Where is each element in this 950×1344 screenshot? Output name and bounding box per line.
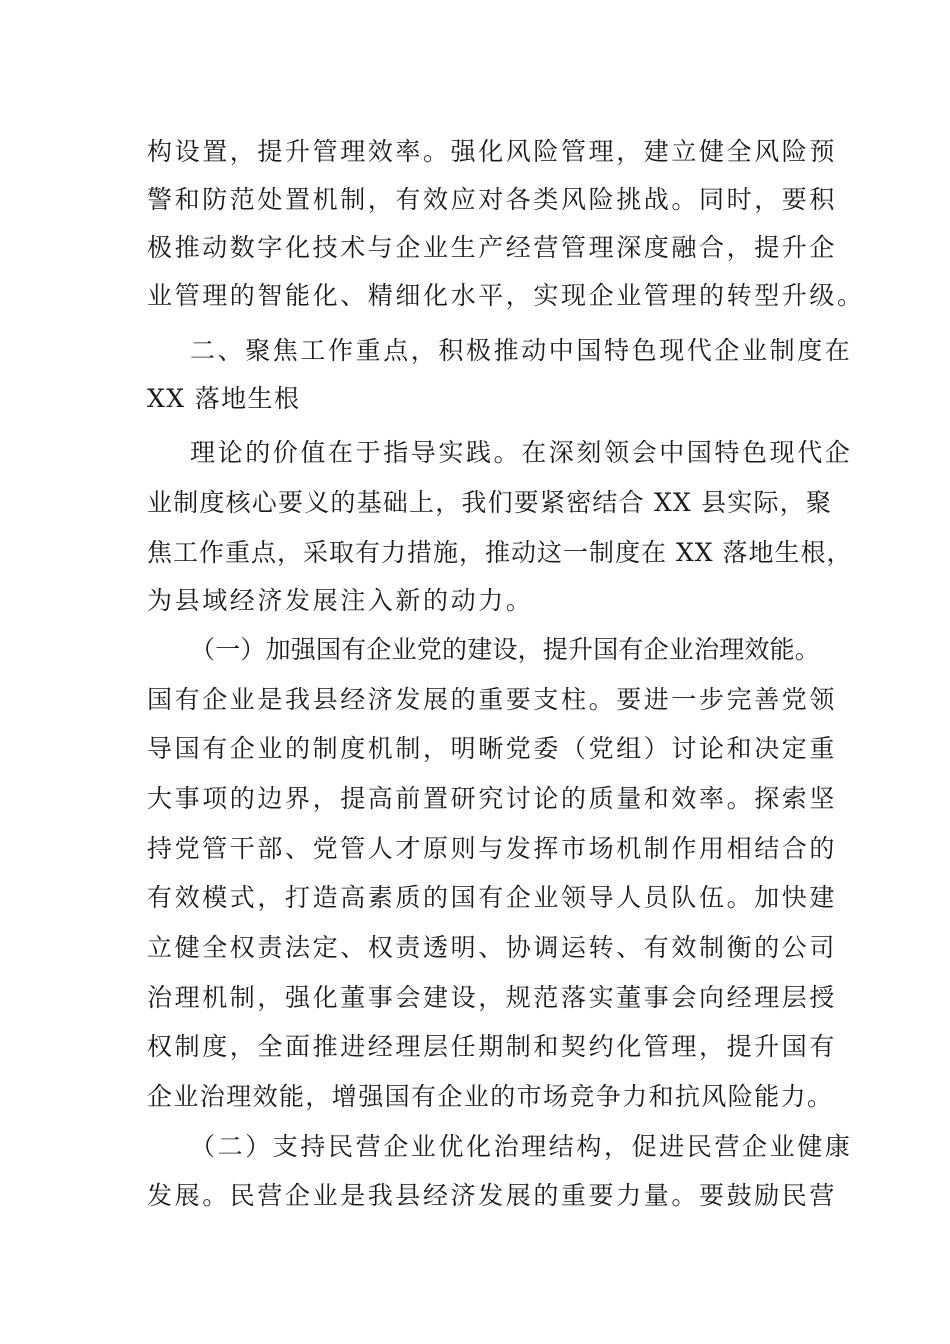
subsection-heading: （一）加强国有企业党的建设，提升国有企业治理效能。 xyxy=(190,635,821,664)
text-line: 国有企业是我县经济发展的重要支柱。要进一步完善党领 xyxy=(147,685,838,714)
text-line: 权制度，全面推进经理层任期制和契约化管理，提升国有 xyxy=(147,1032,838,1061)
text-line: 导国有企业的制度机制，明晰党委（党组）讨论和决定重 xyxy=(147,734,838,763)
text-line: 大事项的边界，提高前置研究讨论的质量和效率。探索坚 xyxy=(147,784,838,813)
subsection-heading: （二）支持民营企业优化治理结构，促进民营企业健康 xyxy=(190,1132,853,1161)
text-line: 有效模式，打造高素质的国有企业领导人员队伍。加快建 xyxy=(147,883,838,912)
section-heading-continued: XX 落地生根 xyxy=(147,384,301,413)
text-line: 焦工作重点，采取有力措施，推动这一制度在 XX 落地生根， xyxy=(147,538,853,567)
text-line: 为县域经济发展注入新的动力。 xyxy=(147,586,534,615)
text-line: 发展。民营企业是我县经济发展的重要力量。要鼓励民营 xyxy=(147,1181,838,1210)
text-line: 极推动数字化技术与企业生产经营管理深度融合，提升企 xyxy=(147,233,838,262)
text-line: 理论的价值在于指导实践。在深刻领会中国特色现代企 xyxy=(190,438,853,467)
text-line: 立健全权责法定、权责透明、协调运转、有效制衡的公司 xyxy=(147,933,838,962)
text-line: 业制度核心要义的基础上，我们要紧密结合 XX 县实际，聚 xyxy=(147,488,833,517)
section-heading: 二、聚焦工作重点，积极推动中国特色现代企业制度在 xyxy=(190,336,853,365)
text-line: 构设置，提升管理效率。强化风险管理，建立健全风险预 xyxy=(147,137,838,166)
text-line: 持党管干部、党管人才原则与发挥市场机制作用相结合的 xyxy=(147,834,838,863)
text-line: 企业治理效能，增强国有企业的市场竞争力和抗风险能力。 xyxy=(147,1082,834,1111)
text-line: 业管理的智能化、精细化水平，实现企业管理的转型升级。 xyxy=(147,281,865,310)
text-line: 警和防范处置机制，有效应对各类风险挑战。同时，要积 xyxy=(147,185,838,214)
text-line: 治理机制，强化董事会建设，规范落实董事会向经理层授 xyxy=(147,983,838,1012)
